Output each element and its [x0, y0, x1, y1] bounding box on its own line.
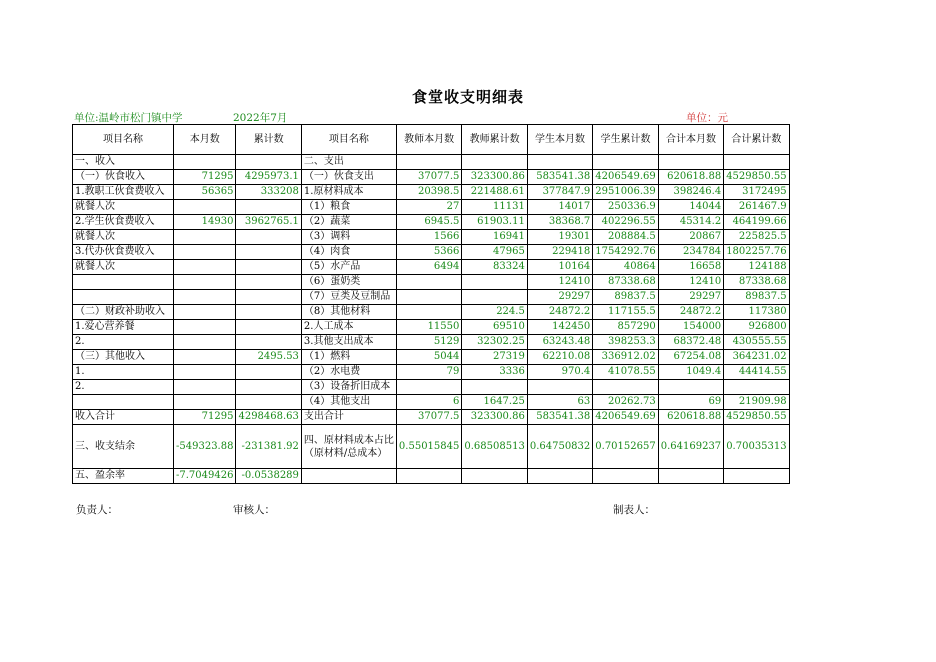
table-cell[interactable]: 402296.55: [593, 215, 658, 230]
table-cell[interactable]: 24872.2: [527, 305, 592, 320]
table-cell[interactable]: [236, 245, 301, 260]
table-cell[interactable]: 20262.73: [593, 395, 658, 410]
table-cell[interactable]: 就餐人次: [73, 260, 174, 275]
table-cell[interactable]: 333208: [236, 185, 301, 200]
table-cell[interactable]: [462, 155, 527, 170]
table-cell[interactable]: [462, 469, 527, 484]
table-cell[interactable]: [724, 469, 789, 484]
table-cell[interactable]: [396, 469, 461, 484]
table-cell[interactable]: 89837.5: [593, 290, 658, 305]
table-cell[interactable]: （2）蔬菜: [301, 215, 396, 230]
table-cell[interactable]: （1）燃料: [301, 350, 396, 365]
table-cell[interactable]: 4529850.55: [724, 170, 789, 185]
table-cell[interactable]: [174, 230, 236, 245]
table-cell[interactable]: [236, 395, 301, 410]
table-cell[interactable]: 6: [396, 395, 461, 410]
table-cell[interactable]: 63: [527, 395, 592, 410]
table-cell[interactable]: 27319: [462, 350, 527, 365]
table-cell[interactable]: 累计数: [236, 125, 301, 155]
table-cell[interactable]: 二、支出: [301, 155, 396, 170]
profit-rate-row: [73, 469, 790, 484]
table-cell[interactable]: 970.4: [527, 365, 592, 380]
table-cell[interactable]: 2.: [73, 335, 174, 350]
table-row: [73, 335, 790, 350]
table-cell[interactable]: 0.70035313: [724, 425, 789, 469]
table-cell[interactable]: （二）财政补助收入: [73, 305, 174, 320]
table-cell[interactable]: [462, 380, 527, 395]
table-cell[interactable]: 29297: [527, 290, 592, 305]
table-cell[interactable]: 0.64750832: [527, 425, 592, 469]
table-cell[interactable]: 五、盈余率: [73, 469, 174, 484]
table-cell[interactable]: （三）其他收入: [73, 350, 174, 365]
currency-unit: 单位：元: [686, 112, 728, 124]
table-cell[interactable]: 收入合计: [73, 410, 174, 425]
table-cell[interactable]: 89837.5: [724, 290, 789, 305]
table-row: [73, 170, 790, 185]
table-cell[interactable]: 10164: [527, 260, 592, 275]
header-row: [73, 125, 790, 155]
table-row: [73, 365, 790, 380]
table-cell[interactable]: 142450: [527, 320, 592, 335]
table-cell[interactable]: [593, 380, 658, 395]
table-cell[interactable]: 6494: [396, 260, 461, 275]
table-cell[interactable]: [462, 290, 527, 305]
table-cell[interactable]: [396, 155, 461, 170]
table-cell[interactable]: 37077.5: [396, 170, 461, 185]
table-cell[interactable]: 47965: [462, 245, 527, 260]
table-cell[interactable]: [174, 245, 236, 260]
table-cell[interactable]: 四、原材料成本占比 （原材料/总成本）: [301, 425, 396, 469]
table-cell[interactable]: 71295: [174, 170, 236, 185]
table-cell[interactable]: 支出合计: [301, 410, 396, 425]
table-cell[interactable]: 38368.7: [527, 215, 592, 230]
table-cell[interactable]: 79: [396, 365, 461, 380]
table-cell[interactable]: 1566: [396, 230, 461, 245]
table-cell[interactable]: 教师本月数: [396, 125, 461, 155]
table-cell[interactable]: [527, 380, 592, 395]
table-cell[interactable]: [174, 350, 236, 365]
table-cell[interactable]: [236, 200, 301, 215]
table-row: [73, 215, 790, 230]
table-cell[interactable]: [462, 275, 527, 290]
table-cell[interactable]: 14017: [527, 200, 592, 215]
table-cell[interactable]: [301, 469, 396, 484]
table-cell[interactable]: -0.0538289: [236, 469, 301, 484]
table-cell[interactable]: 5129: [396, 335, 461, 350]
table-cell[interactable]: 项目名称: [301, 125, 396, 155]
table-cell[interactable]: 117155.5: [593, 305, 658, 320]
table-cell[interactable]: （5）水产品: [301, 260, 396, 275]
table-cell[interactable]: 67254.08: [658, 350, 723, 365]
table-cell[interactable]: [236, 275, 301, 290]
table-cell[interactable]: 20867: [658, 230, 723, 245]
table-cell[interactable]: 87338.68: [724, 275, 789, 290]
table-cell[interactable]: 323300.86: [462, 170, 527, 185]
table-cell[interactable]: 87338.68: [593, 275, 658, 290]
table-cell[interactable]: 16658: [658, 260, 723, 275]
table-cell[interactable]: 69: [658, 395, 723, 410]
table-cell[interactable]: 0.64169237: [658, 425, 723, 469]
table-cell[interactable]: 0.68508513: [462, 425, 527, 469]
table-row: [73, 230, 790, 245]
table-cell[interactable]: 本月数: [174, 125, 236, 155]
table-cell[interactable]: 234784: [658, 245, 723, 260]
table-row: [73, 200, 790, 215]
table-cell[interactable]: 5044: [396, 350, 461, 365]
table-cell[interactable]: 37077.5: [396, 410, 461, 425]
table-cell[interactable]: 69510: [462, 320, 527, 335]
table-cell[interactable]: 3172495: [724, 185, 789, 200]
table-cell[interactable]: 3.代办伙食费收入: [73, 245, 174, 260]
table-cell[interactable]: 62210.08: [527, 350, 592, 365]
table-cell[interactable]: 0.70152657: [593, 425, 658, 469]
table-cell[interactable]: 2495.53: [236, 350, 301, 365]
table-row: [73, 350, 790, 365]
table-cell[interactable]: （一）伙食支出: [301, 170, 396, 185]
table-cell[interactable]: 11131: [462, 200, 527, 215]
table-cell[interactable]: [593, 469, 658, 484]
table-cell[interactable]: 45314.2: [658, 215, 723, 230]
footer-preparer: 制表人：: [613, 504, 655, 516]
table-cell[interactable]: 2951006.39: [593, 185, 658, 200]
table-cell[interactable]: 教师累计数: [462, 125, 527, 155]
table-cell[interactable]: （4）其他支出: [301, 395, 396, 410]
table-cell[interactable]: （8）其他材料: [301, 305, 396, 320]
table-cell[interactable]: [73, 395, 174, 410]
table-cell[interactable]: 2.: [73, 380, 174, 395]
table-cell[interactable]: 224.5: [462, 305, 527, 320]
table-cell[interactable]: 4206549.69: [593, 410, 658, 425]
table-cell[interactable]: （3）调料: [301, 230, 396, 245]
table-cell[interactable]: 1802257.76: [724, 245, 789, 260]
table-cell[interactable]: 3962765.1: [236, 215, 301, 230]
table-cell[interactable]: [174, 290, 236, 305]
table-cell[interactable]: 857290: [593, 320, 658, 335]
table-cell[interactable]: 就餐人次: [73, 230, 174, 245]
report-date: 2022年7月: [233, 112, 288, 124]
balance-row: [73, 425, 790, 469]
table-cell[interactable]: 61903.11: [462, 215, 527, 230]
table-cell[interactable]: 19301: [527, 230, 592, 245]
table-cell[interactable]: [236, 230, 301, 245]
table-cell[interactable]: 83324: [462, 260, 527, 275]
table-cell[interactable]: [236, 305, 301, 320]
table-row: [73, 380, 790, 395]
footer-reviewer: 审核人：: [233, 504, 275, 516]
table-cell[interactable]: [396, 275, 461, 290]
table-cell[interactable]: [236, 380, 301, 395]
table-cell[interactable]: 261467.9: [724, 200, 789, 215]
table-cell[interactable]: [527, 155, 592, 170]
table-cell[interactable]: 4529850.55: [724, 410, 789, 425]
table-cell[interactable]: 16941: [462, 230, 527, 245]
table-cell[interactable]: 336912.02: [593, 350, 658, 365]
table-cell[interactable]: 1647.25: [462, 395, 527, 410]
table-cell[interactable]: 208884.5: [593, 230, 658, 245]
table-cell[interactable]: [174, 155, 236, 170]
table-row: [73, 305, 790, 320]
table-cell[interactable]: [174, 395, 236, 410]
footer-responsible: 负责人：: [76, 504, 118, 516]
table-cell[interactable]: （一）伙食收入: [73, 170, 174, 185]
table-cell[interactable]: [658, 380, 723, 395]
table-cell[interactable]: [174, 335, 236, 350]
table-cell[interactable]: [236, 260, 301, 275]
table-cell[interactable]: [236, 290, 301, 305]
table-cell[interactable]: 24872.2: [658, 305, 723, 320]
table-cell[interactable]: 56365: [174, 185, 236, 200]
table-cell[interactable]: [396, 305, 461, 320]
table-cell[interactable]: 0.55015845: [396, 425, 461, 469]
table-cell[interactable]: 117380: [724, 305, 789, 320]
table-cell[interactable]: 377847.9: [527, 185, 592, 200]
table-cell[interactable]: 三、收支结余: [73, 425, 174, 469]
table-row: [73, 275, 790, 290]
table-cell[interactable]: 620618.88: [658, 410, 723, 425]
table-cell[interactable]: 6945.5: [396, 215, 461, 230]
table-cell[interactable]: 27: [396, 200, 461, 215]
table-row: [73, 410, 790, 425]
table-cell[interactable]: （1）粮食: [301, 200, 396, 215]
table-cell[interactable]: 合计本月数: [658, 125, 723, 155]
table-cell[interactable]: [73, 290, 174, 305]
table-cell[interactable]: [658, 155, 723, 170]
table-cell[interactable]: 583541.38: [527, 170, 592, 185]
table-cell[interactable]: 21909.98: [724, 395, 789, 410]
table-cell[interactable]: 40864: [593, 260, 658, 275]
table-cell[interactable]: 5366: [396, 245, 461, 260]
table-cell[interactable]: [174, 380, 236, 395]
table-row: [73, 245, 790, 260]
table-cell[interactable]: 71295: [174, 410, 236, 425]
table-cell[interactable]: 2.学生伙食费收入: [73, 215, 174, 230]
table-cell[interactable]: 29297: [658, 290, 723, 305]
table-cell[interactable]: 20398.5: [396, 185, 461, 200]
table-row: [73, 260, 790, 275]
table-cell[interactable]: 1.教职工伙食费收入: [73, 185, 174, 200]
unit-label: 单位:温岭市松门镇中学: [74, 112, 183, 124]
table-cell[interactable]: [658, 469, 723, 484]
table-cell[interactable]: 12410: [527, 275, 592, 290]
table-cell[interactable]: 1754292.76: [593, 245, 658, 260]
sheet-title: 食堂收支明细表: [411, 88, 524, 106]
table-cell[interactable]: 3.其他支出成本: [301, 335, 396, 350]
table-cell[interactable]: -7.7049426: [174, 469, 236, 484]
table-cell[interactable]: 323300.86: [462, 410, 527, 425]
table-cell[interactable]: 398253.3: [593, 335, 658, 350]
table-cell[interactable]: [724, 155, 789, 170]
table-cell[interactable]: 68372.48: [658, 335, 723, 350]
table-cell[interactable]: [396, 380, 461, 395]
table-cell[interactable]: 154000: [658, 320, 723, 335]
table-cell[interactable]: 124188: [724, 260, 789, 275]
table-cell[interactable]: 1.: [73, 365, 174, 380]
table-cell[interactable]: [174, 275, 236, 290]
table-cell[interactable]: [236, 335, 301, 350]
table-cell[interactable]: 就餐人次: [73, 200, 174, 215]
table-cell[interactable]: 3336: [462, 365, 527, 380]
table-cell[interactable]: [236, 365, 301, 380]
table-cell[interactable]: （6）蛋奶类: [301, 275, 396, 290]
table-cell[interactable]: （2）水电费: [301, 365, 396, 380]
table-cell[interactable]: [527, 469, 592, 484]
table-cell[interactable]: 2.人工成本: [301, 320, 396, 335]
table-cell[interactable]: 583541.38: [527, 410, 592, 425]
table-row: [73, 155, 790, 170]
table-cell[interactable]: 620618.88: [658, 170, 723, 185]
table-cell[interactable]: -231381.92: [236, 425, 301, 469]
table-cell[interactable]: 4206549.69: [593, 170, 658, 185]
table-cell[interactable]: 项目名称: [73, 125, 174, 155]
table-cell[interactable]: 学生累计数: [593, 125, 658, 155]
table-cell[interactable]: 430555.55: [724, 335, 789, 350]
table-cell[interactable]: 41078.55: [593, 365, 658, 380]
table-cell[interactable]: 12410: [658, 275, 723, 290]
table-cell[interactable]: [236, 320, 301, 335]
table-row: [73, 320, 790, 335]
table-cell[interactable]: 225825.5: [724, 230, 789, 245]
table-cell[interactable]: 926800: [724, 320, 789, 335]
table-cell[interactable]: 14930: [174, 215, 236, 230]
table-row: [73, 185, 790, 200]
table-cell[interactable]: [396, 290, 461, 305]
table-cell[interactable]: 1.爱心营养餐: [73, 320, 174, 335]
table-cell[interactable]: 学生本月数: [527, 125, 592, 155]
table-cell[interactable]: （4）肉食: [301, 245, 396, 260]
table-cell[interactable]: （3）设备折旧成本: [301, 380, 396, 395]
table-cell[interactable]: 11550: [396, 320, 461, 335]
table-cell[interactable]: 1049.4: [658, 365, 723, 380]
table-cell[interactable]: 221488.61: [462, 185, 527, 200]
table-cell[interactable]: [174, 305, 236, 320]
table-cell[interactable]: 14044: [658, 200, 723, 215]
table-cell[interactable]: 一、收入: [73, 155, 174, 170]
table-cell[interactable]: [236, 155, 301, 170]
table-cell[interactable]: 44414.55: [724, 365, 789, 380]
table-cell[interactable]: 1.原材料成本: [301, 185, 396, 200]
table-cell[interactable]: [724, 380, 789, 395]
table-row: [73, 395, 790, 410]
table-cell[interactable]: 4298468.63: [236, 410, 301, 425]
table-cell[interactable]: 464199.66: [724, 215, 789, 230]
table-cell[interactable]: [174, 260, 236, 275]
table-cell[interactable]: 250336.9: [593, 200, 658, 215]
table-cell[interactable]: [174, 320, 236, 335]
table-cell[interactable]: [174, 365, 236, 380]
table-cell[interactable]: 合计累计数: [724, 125, 789, 155]
table-cell[interactable]: 229418: [527, 245, 592, 260]
table-cell[interactable]: -549323.88: [174, 425, 236, 469]
table-cell[interactable]: 398246.4: [658, 185, 723, 200]
table-row: [73, 290, 790, 305]
table-cell[interactable]: [73, 275, 174, 290]
table-cell[interactable]: [593, 155, 658, 170]
table-cell[interactable]: 32302.25: [462, 335, 527, 350]
table-cell[interactable]: （7）豆类及豆制品: [301, 290, 396, 305]
table-cell[interactable]: 63243.48: [527, 335, 592, 350]
table-cell[interactable]: 4295973.1: [236, 170, 301, 185]
canteen-ledger-table: [72, 124, 790, 484]
table-cell[interactable]: [174, 200, 236, 215]
table-cell[interactable]: 364231.02: [724, 350, 789, 365]
